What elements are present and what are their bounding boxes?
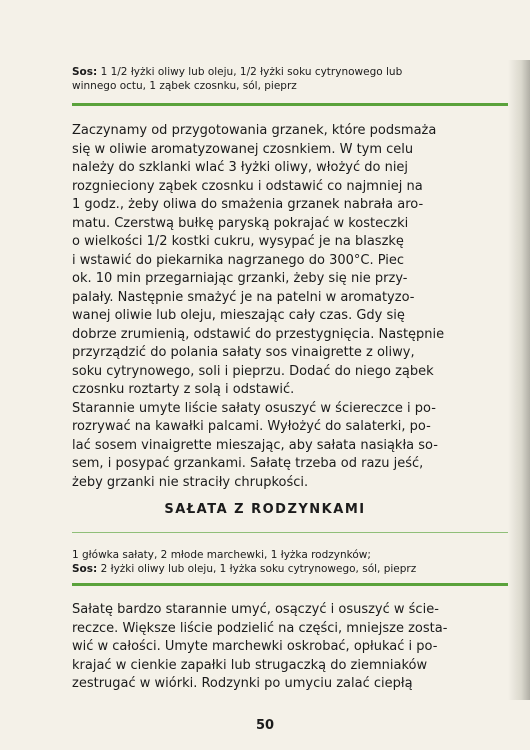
text-line: zestrugać w wiórki. Rodzynki po umyciu zalać ciepłą — [72, 676, 413, 691]
text-line: przyrządzić do polania sałaty sos vinaigrette z oliwy, — [72, 345, 415, 360]
text-line: się w oliwie aromatyzowanej czosnkiem. W tym celu — [72, 141, 414, 157]
green-divider — [72, 103, 508, 106]
section-title: SAŁATA Z RODZYNKAMI — [164, 502, 366, 517]
ingredient-text: 1 1/2 łyżki oliwy lub oleju, 1/2 łyżki soku cytrynowego lub — [97, 66, 403, 78]
text-line: reczce. Większe liście podzielić na części, mniejsze zosta- — [72, 620, 448, 636]
ingredient-text: 2 łyżki oliwy lub oleju, 1 łyżka soku cytrynowego, sól, pieprz — [97, 563, 417, 575]
text-line: Starannie umyte liście sałaty osuszyć w ściereczce i po- — [72, 400, 436, 416]
recipe-instructions-2 — [72, 601, 512, 694]
text-line: Sałatę bardzo starannie umyć, osączyć i osuszyć w ście- — [72, 602, 439, 617]
text-line: 1 godz., żeby oliwa do smażenia grzanek nabrała aro- — [72, 197, 424, 212]
page-edge-shadow — [508, 60, 530, 700]
text-line: Zaczynamy od przygotowania grzanek, które podsmaża — [72, 123, 437, 138]
text-line: soku cytrynowego, soli i pieprzu. Dodać do niego ząbek — [72, 363, 434, 379]
text-line: wanej oliwie lub oleju, mieszając cały czas. Gdy się — [72, 308, 405, 323]
ingredient-line — [72, 79, 512, 93]
text-line: lać sosem vinaigrette mieszając, aby sałata nasiąkła so- — [72, 437, 438, 453]
text-line: dobrze zrumienią, odstawić do przestygnięcia. Następnie — [72, 326, 445, 342]
text-line: i wstawić do piekarnika nagrzanego do 300°C. Piec — [72, 252, 405, 268]
text-line: rozrywać na kawałki palcami. Wyłożyć do salaterki, po- — [72, 419, 431, 434]
text-line: należy do szklanki wlać 3 łyżki oliwy, włożyć do niej — [72, 160, 409, 175]
ingredient-text: 1 główka sałaty, 2 młode marchewki, 1 łyżka rodzynków; — [72, 549, 371, 561]
text-line: palały. Następnie smażyć je na patelni w aromatyzo- — [72, 289, 415, 305]
page-number: 50 — [255, 718, 275, 733]
ingredient-line — [72, 65, 512, 79]
green-divider — [72, 583, 508, 586]
ingredients-list-2 — [72, 548, 512, 576]
text-line: rozgnieciony ząbek czosnku i odstawić co najmniej na — [72, 178, 423, 194]
ingredient-text: winnego octu, 1 ząbek czosnku, sól, pieprz — [72, 80, 297, 92]
text-line: wić w całości. Umyte marchewki oskrobać, opłukać i po- — [72, 639, 438, 654]
text-line: ok. 10 min przegarniając grzanki, żeby się nie przy- — [72, 271, 408, 286]
text-line: o wielkości 1/2 kostki cukru, wysypać je na blaszkę — [72, 234, 404, 249]
ingredient-line — [72, 562, 512, 576]
text-line: żeby grzanki nie straciły chrupkości. — [72, 474, 309, 490]
text-line: czosnku roztarty z solą i odstawić. — [72, 382, 295, 397]
text-line: sem, i posypać grzankami. Sałatę trzeba od razu jeść, — [72, 456, 424, 471]
text-line: matu. Czerstwą bułkę paryską pokrajać w kosteczki — [72, 215, 409, 231]
thin-divider — [72, 532, 508, 533]
ingredient-line — [72, 548, 512, 562]
ingredient-label: Sos: — [72, 563, 98, 575]
recipe-instructions-1 — [72, 122, 512, 492]
ingredients-list-1 — [72, 65, 512, 93]
ingredient-label: Sos: — [72, 66, 98, 78]
text-line: krajać w cienkie zapałki lub strugaczką do ziemniaków — [72, 657, 428, 673]
